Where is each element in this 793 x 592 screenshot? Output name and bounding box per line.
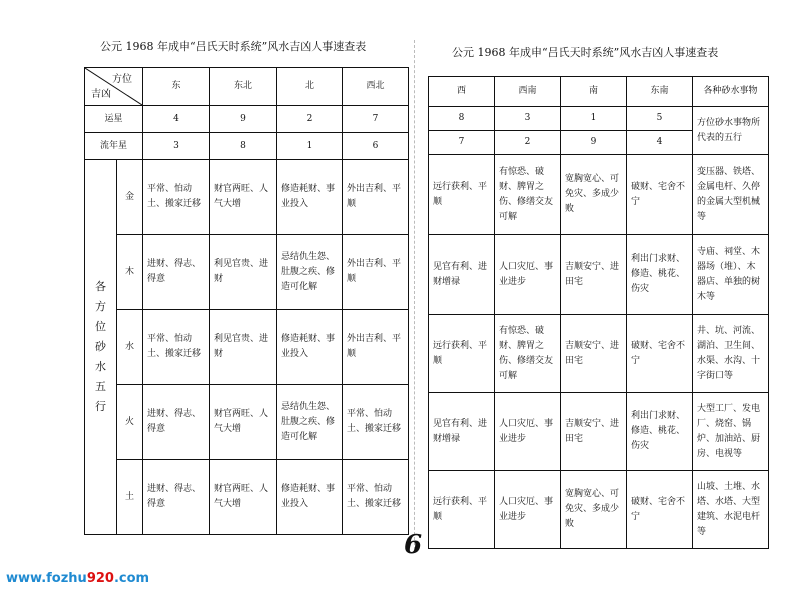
table-cell: 宽胸宽心、可免灾、多成少败 bbox=[561, 155, 627, 235]
right-liu-1: 2 bbox=[495, 131, 561, 155]
left-liu-0: 3 bbox=[143, 133, 210, 160]
right-dir-1: 西南 bbox=[495, 77, 561, 107]
things-cell: 井、坑、河流、湖泊、卫生间、水渠、水沟、十字街口等 bbox=[693, 315, 769, 393]
table-cell: 利见官贵、进财 bbox=[210, 235, 277, 310]
table-cell: 修造耗财、事业投入 bbox=[277, 160, 343, 235]
table-cell: 外出吉利、平顺 bbox=[343, 160, 409, 235]
table-cell: 财官两旺、人气大增 bbox=[210, 385, 277, 460]
things-cell: 大型工厂、发电厂、烧窑、锅炉、加油站、厨房、电视等 bbox=[693, 393, 769, 471]
table-cell: 远行获利、平顺 bbox=[429, 155, 495, 235]
header-direction-label: 方位 bbox=[112, 74, 132, 85]
table-cell: 利见官贵、进财 bbox=[210, 310, 277, 385]
table-cell: 吉顺安宁、进田宅 bbox=[561, 235, 627, 315]
left-table bbox=[84, 67, 409, 535]
table-cell: 见官有利、进财增禄 bbox=[429, 235, 495, 315]
things-header: 各种砂水事物 bbox=[693, 77, 769, 107]
table-cell: 财官两旺、人气大增 bbox=[210, 460, 277, 535]
left-yun-2: 2 bbox=[277, 106, 343, 133]
table-cell: 有惊恐、破财、脾胃之伤、修缮交友可解 bbox=[495, 315, 561, 393]
yunxing-label: 运星 bbox=[85, 106, 143, 133]
table-cell: 进财、得志、得意 bbox=[143, 385, 210, 460]
element-tu: 土 bbox=[117, 460, 143, 535]
table-cell: 修造耗财、事业投入 bbox=[277, 460, 343, 535]
liunian-label: 流年星 bbox=[85, 133, 143, 160]
left-dir-3: 西北 bbox=[343, 68, 409, 106]
element-shui: 水 bbox=[117, 310, 143, 385]
table-cell: 有惊恐、破财、脾胃之伤、修缮交友可解 bbox=[495, 155, 561, 235]
table-cell: 吉顺安宁、进田宅 bbox=[561, 315, 627, 393]
right-liu-3: 4 bbox=[627, 131, 693, 155]
table-cell: 宽胸宽心、可免灾、多成少败 bbox=[561, 471, 627, 549]
right-yun-3: 5 bbox=[627, 107, 693, 131]
table-cell: 平常、怕动土、搬家迁移 bbox=[143, 160, 210, 235]
table-cell: 外出吉利、平顺 bbox=[343, 235, 409, 310]
left-dir-1: 东北 bbox=[210, 68, 277, 106]
left-liu-2: 1 bbox=[277, 133, 343, 160]
table-cell: 财官两旺、人气大增 bbox=[210, 160, 277, 235]
table-cell: 忌结仇生怨、肚腹之疾、修造可化解 bbox=[277, 385, 343, 460]
table-cell: 忌结仇生怨、肚腹之疾、修造可化解 bbox=[277, 235, 343, 310]
table-cell: 见官有利、进财增禄 bbox=[429, 393, 495, 471]
right-yun-1: 3 bbox=[495, 107, 561, 131]
right-yun-0: 8 bbox=[429, 107, 495, 131]
element-huo: 火 bbox=[117, 385, 143, 460]
header-corner bbox=[85, 68, 143, 106]
right-liu-0: 7 bbox=[429, 131, 495, 155]
table-cell: 人口灾厄、事业进步 bbox=[495, 393, 561, 471]
table-cell: 进财、得志、得意 bbox=[143, 460, 210, 535]
left-yun-1: 9 bbox=[210, 106, 277, 133]
element-jin: 金 bbox=[117, 160, 143, 235]
table-cell: 破财、宅舍不宁 bbox=[627, 155, 693, 235]
table-cell: 远行获利、平顺 bbox=[429, 471, 495, 549]
table-cell: 外出吉利、平顺 bbox=[343, 310, 409, 385]
page-number: 6 bbox=[404, 530, 423, 560]
table-cell: 进财、得志、得意 bbox=[143, 235, 210, 310]
left-dir-2: 北 bbox=[277, 68, 343, 106]
header-fortune-label: 吉凶 bbox=[91, 89, 111, 100]
left-dir-0: 东 bbox=[143, 68, 210, 106]
table-cell: 修造耗财、事业投入 bbox=[277, 310, 343, 385]
right-table bbox=[428, 76, 769, 549]
table-cell: 远行获利、平顺 bbox=[429, 315, 495, 393]
page-gutter bbox=[414, 40, 415, 550]
right-dir-3: 东南 bbox=[627, 77, 693, 107]
table-cell: 人口灾厄、事业进步 bbox=[495, 235, 561, 315]
table-cell: 人口灾厄、事业进步 bbox=[495, 471, 561, 549]
left-yun-3: 7 bbox=[343, 106, 409, 133]
table-cell: 利出门求财、修造、桃花、伤灾 bbox=[627, 235, 693, 315]
left-yun-0: 4 bbox=[143, 106, 210, 133]
things-cell: 山坡、土堆、水塔、水塔、大型建筑、水泥电杆等 bbox=[693, 471, 769, 549]
left-table-title: 公元 1968 年成申“吕氏天时系统”风水吉凶人事速查表 bbox=[100, 40, 367, 53]
right-dir-2: 南 bbox=[561, 77, 627, 107]
left-liu-3: 6 bbox=[343, 133, 409, 160]
table-cell: 利出门求财、修造、桃花、伤灾 bbox=[627, 393, 693, 471]
things-cell: 变压器、铁塔、金属电杆、久停的金属大型机械等 bbox=[693, 155, 769, 235]
left-liu-1: 8 bbox=[210, 133, 277, 160]
right-yun-2: 1 bbox=[561, 107, 627, 131]
group-label: 各 方 位 砂 水 五 行 bbox=[85, 160, 117, 535]
things-cell: 寺庙、祠堂、木器场（堆）、木器店、单独的树木等 bbox=[693, 235, 769, 315]
table-cell: 破财、宅舍不宁 bbox=[627, 315, 693, 393]
element-mu: 木 bbox=[117, 235, 143, 310]
table-cell: 平常、怕动土、搬家迁移 bbox=[343, 385, 409, 460]
table-cell: 平常、怕动土、搬家迁移 bbox=[143, 310, 210, 385]
table-cell: 破财、宅舍不宁 bbox=[627, 471, 693, 549]
table-cell: 吉顺安宁、进田宅 bbox=[561, 393, 627, 471]
things-desc: 方位砂水事物所代表的五行 bbox=[693, 107, 769, 155]
right-liu-2: 9 bbox=[561, 131, 627, 155]
right-dir-0: 西 bbox=[429, 77, 495, 107]
site-watermark: www.fozhu920.com bbox=[6, 571, 150, 586]
right-table-title: 公元 1968 年成申“吕氏天时系统”风水吉凶人事速查表 bbox=[452, 46, 719, 59]
table-cell: 平常、怕动土、搬家迁移 bbox=[343, 460, 409, 535]
